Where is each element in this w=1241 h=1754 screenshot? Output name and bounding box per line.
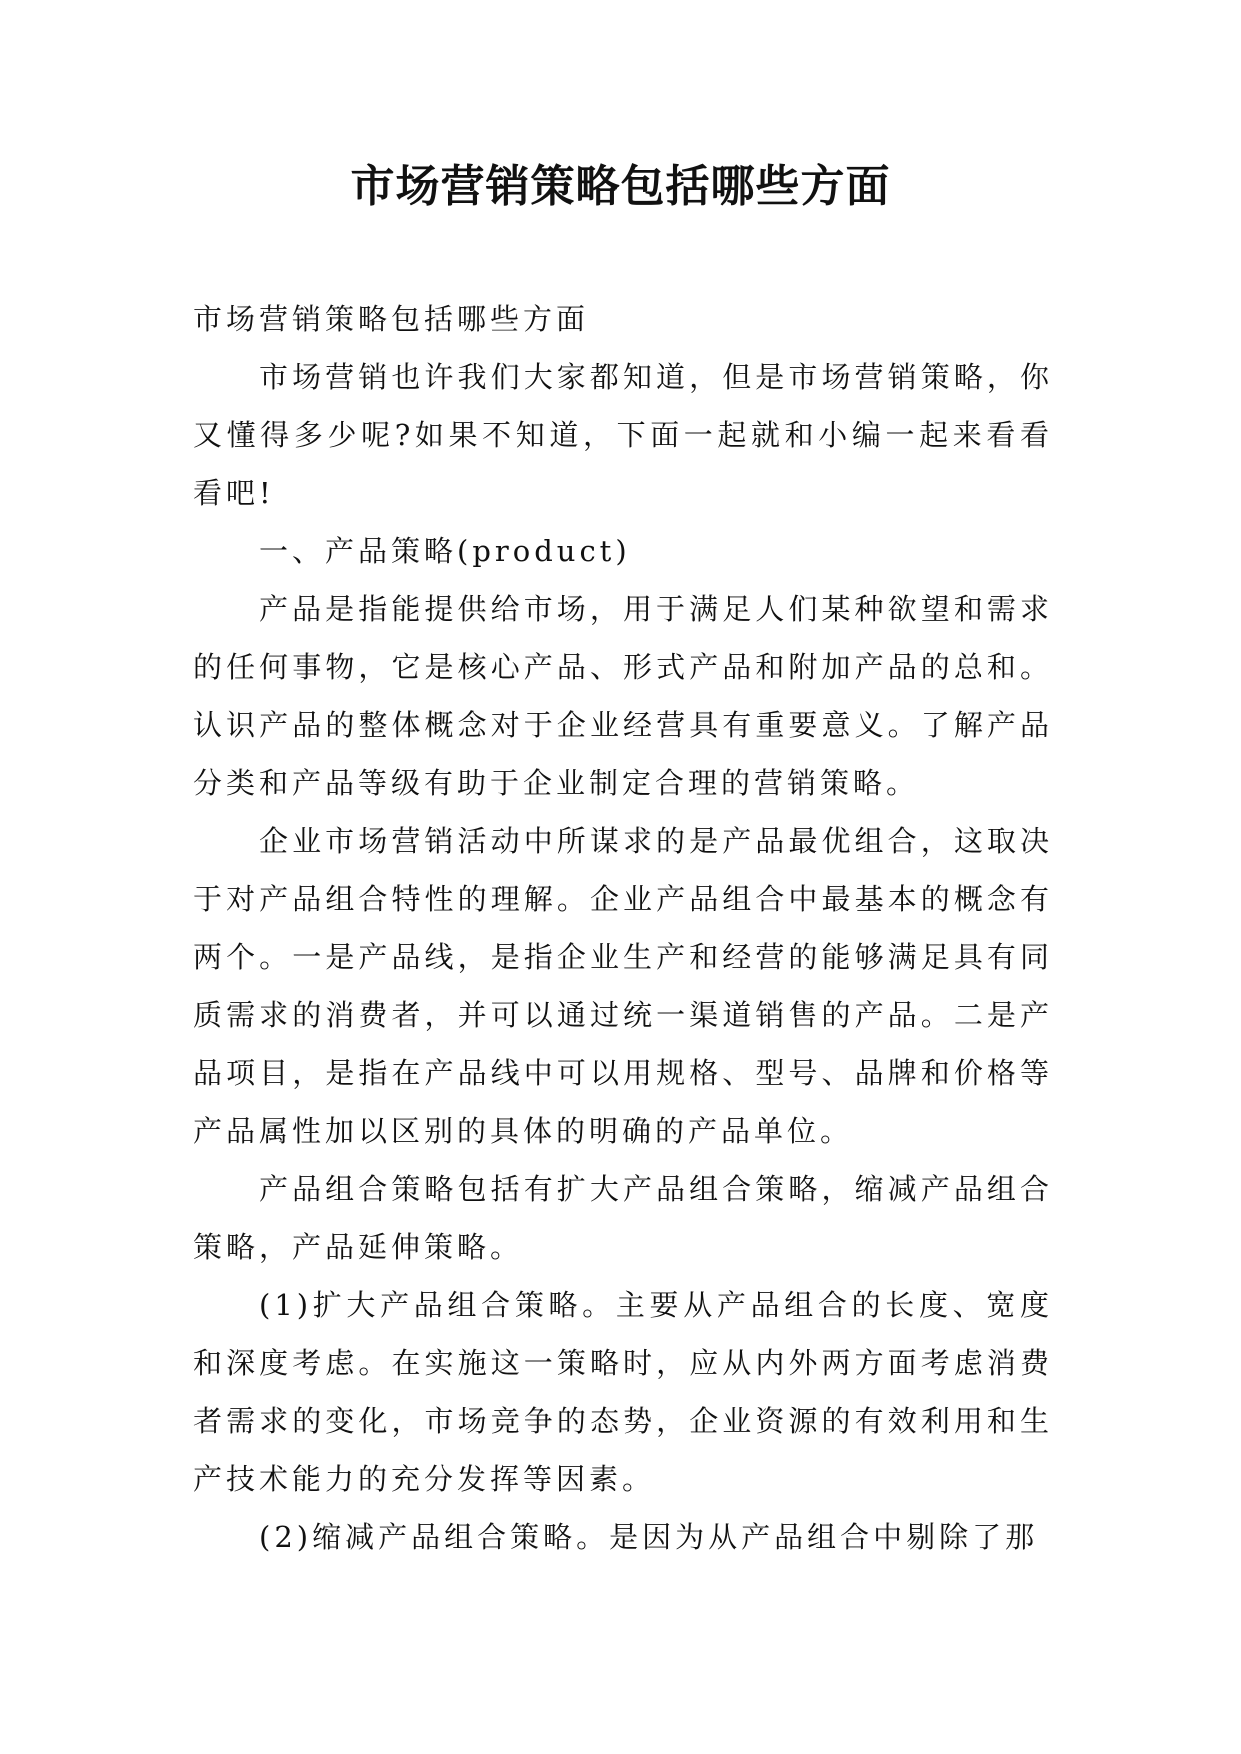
body-paragraph: 企业市场营销活动中所谋求的是产品最优组合，这取决于对产品组合特性的理解。企业产品组合中最基本的概念有两个。一是产品线，是指企业生产和经营的能够满足具有同质需求的消费者，并可以通过统一渠道销售的产品。二是产品项目，是指在产品线中可以用规格、型号、品牌和价格等产品属性加以区别的具体的明确的产品单位。: [193, 824, 1053, 1148]
document-title: 市场营销策略包括哪些方面: [350, 161, 891, 212]
body-paragraph: 产品是指能提供给市场，用于满足人们某种欲望和需求的任何事物，它是核心产品、形式产品和附加产品的总和。认识产品的整体概念对于企业经营具有重要意义。了解产品分类和产品等级有助于企业制定合理的营销策略。: [193, 592, 1053, 800]
subtitle-paragraph: 市场营销策略包括哪些方面: [193, 302, 590, 336]
body-paragraph: (1)扩大产品组合策略。主要从产品组合的长度、宽度和深度考虑。在实施这一策略时，应从内外两方面考虑消费者需求的变化，市场竞争的态势，企业资源的有效利用和生产技术能力的充分发挥等因素。: [193, 1288, 1053, 1496]
intro-paragraph: 市场营销也许我们大家都知道，但是市场营销策略，你又懂得多少呢?如果不知道，下面一起就和小编一起来看看看吧!: [193, 360, 1053, 510]
document-body: [193, 290, 1053, 1566]
body-paragraph: (2)缩减产品组合策略。是因为从产品组合中剔除了那: [259, 1520, 1039, 1554]
section-heading: 一、产品策略(product): [259, 534, 631, 568]
body-paragraph: 产品组合策略包括有扩大产品组合策略，缩减产品组合策略，产品延伸策略。: [193, 1172, 1053, 1264]
